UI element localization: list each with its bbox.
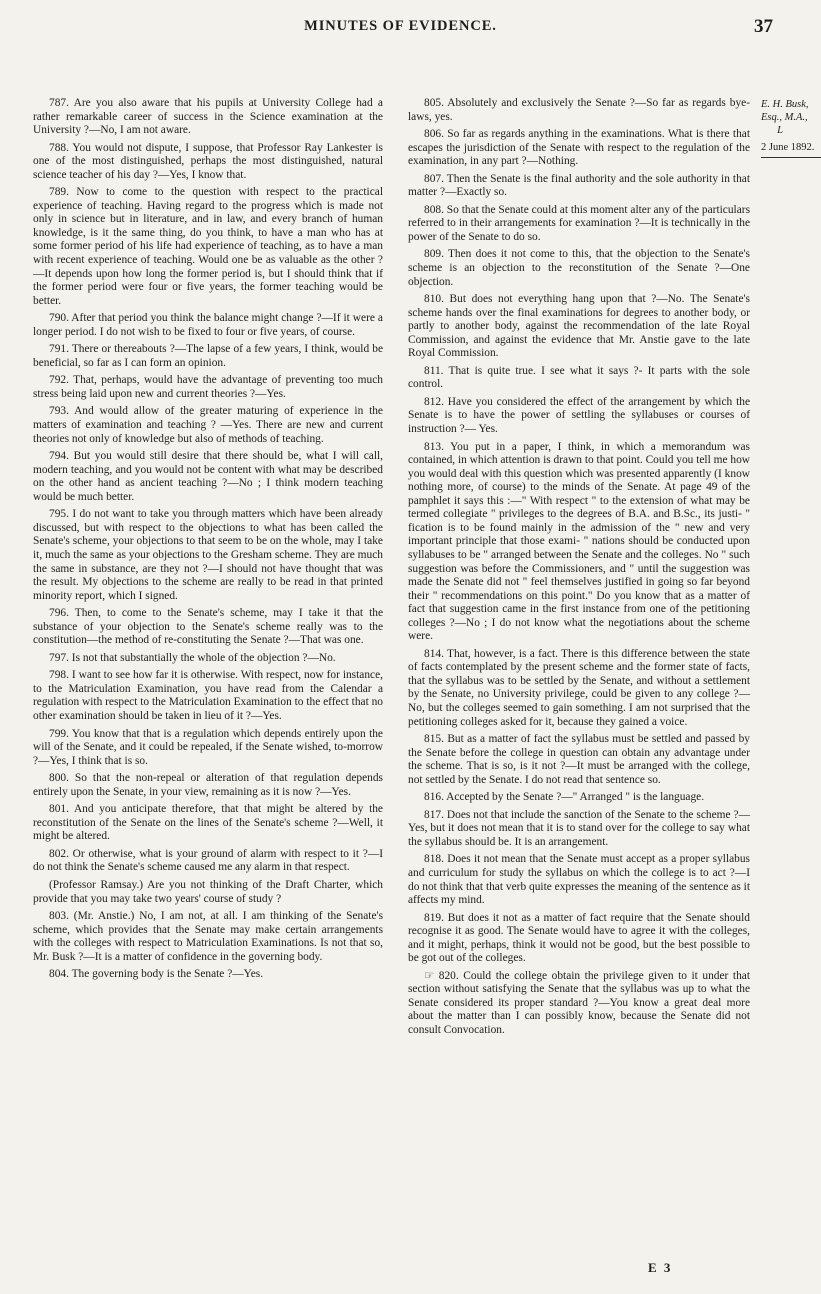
margin-rule xyxy=(761,157,821,158)
question-paragraph: 790. After that period you think the balance might change ?—If it were a longer period. I do not wish to be fixed to four or five years, of course. xyxy=(33,312,383,338)
question-paragraph: 798. I want to see how far it is otherwise. With respect, now for instance, to the Matriculation Examination, you have read from the Calendar a regulation with respect to the Matriculation Examination to the effect that no other examination should be taken in lieu of it ?—Yes. xyxy=(33,669,383,722)
question-paragraph: 794. But you would still desire that there should be, what I will call, modern teaching, and you would not be content with what may be described on the other hand as ancient teaching ?—No ; I think modern teaching would be much better. xyxy=(33,450,383,503)
question-paragraph: 803. (Mr. Anstie.) No, I am not, at all. I am thinking of the Senate's scheme, which provides that the Senate may make certain arrangements with the colleges with respect to Matriculation Examinations. Is not that so, Mr. Busk ?—It is a matter of confidence in the governing body. xyxy=(33,910,383,963)
question-paragraph: ☞ 820. Could the college obtain the privilege given to it under that section without satisfying the Senate that the syllabus was up to what the Senate considered its proper standard ?—You know a great deal more about the matter than I can possibly know, because the Senate did not consult Convocation. xyxy=(408,969,750,1036)
question-paragraph: 807. Then the Senate is the final authority and the sole authority in that matter ?—Exactly so. xyxy=(408,172,750,199)
question-paragraph: 795. I do not want to take you through matters which have been already discussed, but with respect to the objections to what has been called the Senate's scheme, your objections to that seem to be on the whole, may I take it, much the same as your objections to the Gresham scheme. They are much the same in substance, are they not ?—I should not have thought that was the result. My objections to the scheme are really to be read in that printed minority report, which I signed. xyxy=(33,508,383,602)
question-paragraph: 816. Accepted by the Senate ?—" Arranged " is the language. xyxy=(424,791,705,804)
question-paragraph: 797. Is not that substantially the whole of the objection ?—No. xyxy=(49,651,336,664)
question-paragraph: 787. Are you also aware that his pupils at University College had a rather remarkable career of success in the Science examination at the University ?—No, I am not aware. xyxy=(33,97,383,137)
question-paragraph: 796. Then, to come to the Senate's scheme, may I take it that the substance of your objection to the Senate's scheme really was to the constitution—the method of re-constituting the Senate ?—That was one. xyxy=(33,607,383,647)
page-number: 37 xyxy=(754,16,773,37)
question-paragraph: 804. The governing body is the Senate ?—Yes. xyxy=(49,968,264,981)
question-paragraph: 812. Have you considered the effect of the arrangement by which the Senate is to have the power of settling the syllabuses or courses of instruction ?— Yes. xyxy=(408,395,750,436)
question-paragraph: 815. But as a matter of fact the syllabus must be settled and passed by the Senate before the college in question can obtain any advantage under the scheme. That is so, is it not ?—It must be arranged with the college, not settled by the Senate. I do not read that sentence so. xyxy=(408,733,750,786)
question-paragraph: 819. But does it not as a matter of fact require that the Senate should recognise it as good. The Senate would have to agree it with the colleges, and it might, perhaps, think it would not be good, but the best possible to be got out of the colleges. xyxy=(408,911,750,965)
question-paragraph: 810. But does not everything hang upon that ?—No. The Senate's scheme hands over the final examinations for degrees to another body, or partly to another body, against the recommendation of the late Royal Commission, and against the evidence that Mr. Anstie gave to the late Royal Commission. xyxy=(408,293,750,360)
left-column xyxy=(33,97,383,986)
question-paragraph: 811. That is quite true. I see what it says ?- It parts with the sole control. xyxy=(408,364,750,391)
question-paragraph: 799. You know that that is a regulation which depends entirely upon the will of the Senate, and it could be repealed, if the Senate wished, to-morrow ?—Yes, I think that is so. xyxy=(33,727,383,767)
question-paragraph: 813. You put in a paper, I think, in which a memorandum was contained, in which attention is drawn to that point. Could you tell me how you would deal with this question which was presented apparently (I know nothing more, of course) to the minds of the Senate. At page 49 of the pamphlet it says this :—" With respect " to the extension of what may be termed collegiate " privileges to the degrees of B.A. and B.Sc., its justi- " fication is to be found mainly in the admission of the " new and very important principle that those exami- " nations should be conducted upon syllabuses to be " arranged between the Senate and the colleges. No " such suggestion was before the Commissioners, and " until the suggestion was made the Senate did not " feel themselves justified in going so far beyond their " recommendations on this point." Do you know that as a matter of fact that suggestion came in the first instance from one of the petitioning colleges ?—No ; I do not know what the negotiations about the scheme were. xyxy=(408,440,750,643)
question-paragraph: 806. So far as regards anything in the examinations. What is there that escapes the jurisdiction of the Senate with respect to the regulation of the examination, in any part ?—Nothing. xyxy=(408,128,750,168)
question-paragraph: 791. There or thereabouts ?—The lapse of a few years, I think, would be beneficial, so far as I can form an opinion. xyxy=(33,343,383,369)
question-paragraph: 789. Now to come to the question with respect to the practical experience of teaching. Having regard to the progress which is made not only in science but in literature, and in law, and every branch of human knowledge, is it the same thing, do you think, to have a man who has at some former period of his life had experience of teaching, as to have a man with recent experience of teaching. Would one be as valuable as the other ?—It depends upon how long the former period is, but I should think that if the former period were four or five years, the former teaching would be better. xyxy=(33,186,383,307)
question-paragraph: 814. That, however, is a fact. There is this difference between the state of facts contemplated by the present scheme and the former state of facts, that the syllabus was to be settled by the Senate, and without a settlement by the Senate, no University privilege, could be given to any college ?—No, but the colleges seemed to gain something. I am not surprised that the petitioning colleges asked for it, because they gained a voice. xyxy=(408,647,750,728)
witness-margin-note xyxy=(761,98,815,158)
question-paragraph: 793. And would allow of the greater maturing of experience in the matters of examination and teaching ? —Yes. There are new and current theories not only of knowledge but also of methods of teaching. xyxy=(33,405,383,445)
witness-degree: Esq., M.A., xyxy=(761,112,808,123)
witness-name: E. H. Busk, xyxy=(761,99,809,110)
right-column xyxy=(408,97,750,1042)
signature-mark: E 3 xyxy=(648,1260,673,1275)
question-paragraph: 802. Or otherwise, what is your ground of alarm with respect to it ?—I do not think the Senate's scheme caused me any alarm in that respect. xyxy=(33,847,383,874)
page-header xyxy=(0,18,801,38)
question-paragraph: (Professor Ramsay.) Are you not thinking of the Draft Charter, which provide that you may take two years' course of study ? xyxy=(33,878,383,905)
question-paragraph: 801. And you anticipate therefore, that that might be altered by the reconstitution of the Senate on the lines of the Senate's scheme ?—Well, it might be altered. xyxy=(33,803,383,843)
question-paragraph: 817. Does not that include the sanction of the Senate to the scheme ?—Yes, but it does not mean that it is to stand over for the college to say what the syllabus should be. It is an arrangement. xyxy=(408,808,750,848)
question-paragraph: 809. Then does it not come to this, that the objection to the Senate's scheme is an objection to the reconstitution of the Senate ?—One objection. xyxy=(408,248,750,288)
running-title: MINUTES OF EVIDENCE. xyxy=(304,18,497,34)
question-paragraph: 808. So that the Senate could at this moment alter any of the particulars referred to in their arrangements for examination ?—It is technically in the power of the Senate to do so. xyxy=(408,203,750,243)
question-paragraph: 792. That, perhaps, would have the advantage of preventing too much stress being laid upon new and current theories ?—Yes. xyxy=(33,374,383,400)
question-paragraph: 788. You would not dispute, I suppose, that Professor Ray Lankester is one of the most distinguished, perhaps the most distinguished, natural science teacher of his day ?—Yes, I know that. xyxy=(33,141,383,181)
question-paragraph: 818. Does it not mean that the Senate must accept as a proper syllabus and curriculum for study the syllabus on which the college is to act ?—I do not think that that verb quite expresses the meaning of the sentence as it affects my mind. xyxy=(408,853,750,907)
question-paragraph: 805. Absolutely and exclusively the Senate ?—So far as regards bye-laws, yes. xyxy=(408,97,750,123)
question-paragraph: 800. So that the non-repeal or alteration of that regulation depends entirely upon the Senate, in your view, remaining as it is now ?—Yes. xyxy=(33,772,383,798)
witness-date: 2 June 1892. xyxy=(761,142,815,153)
witness-initial: L xyxy=(777,125,783,136)
